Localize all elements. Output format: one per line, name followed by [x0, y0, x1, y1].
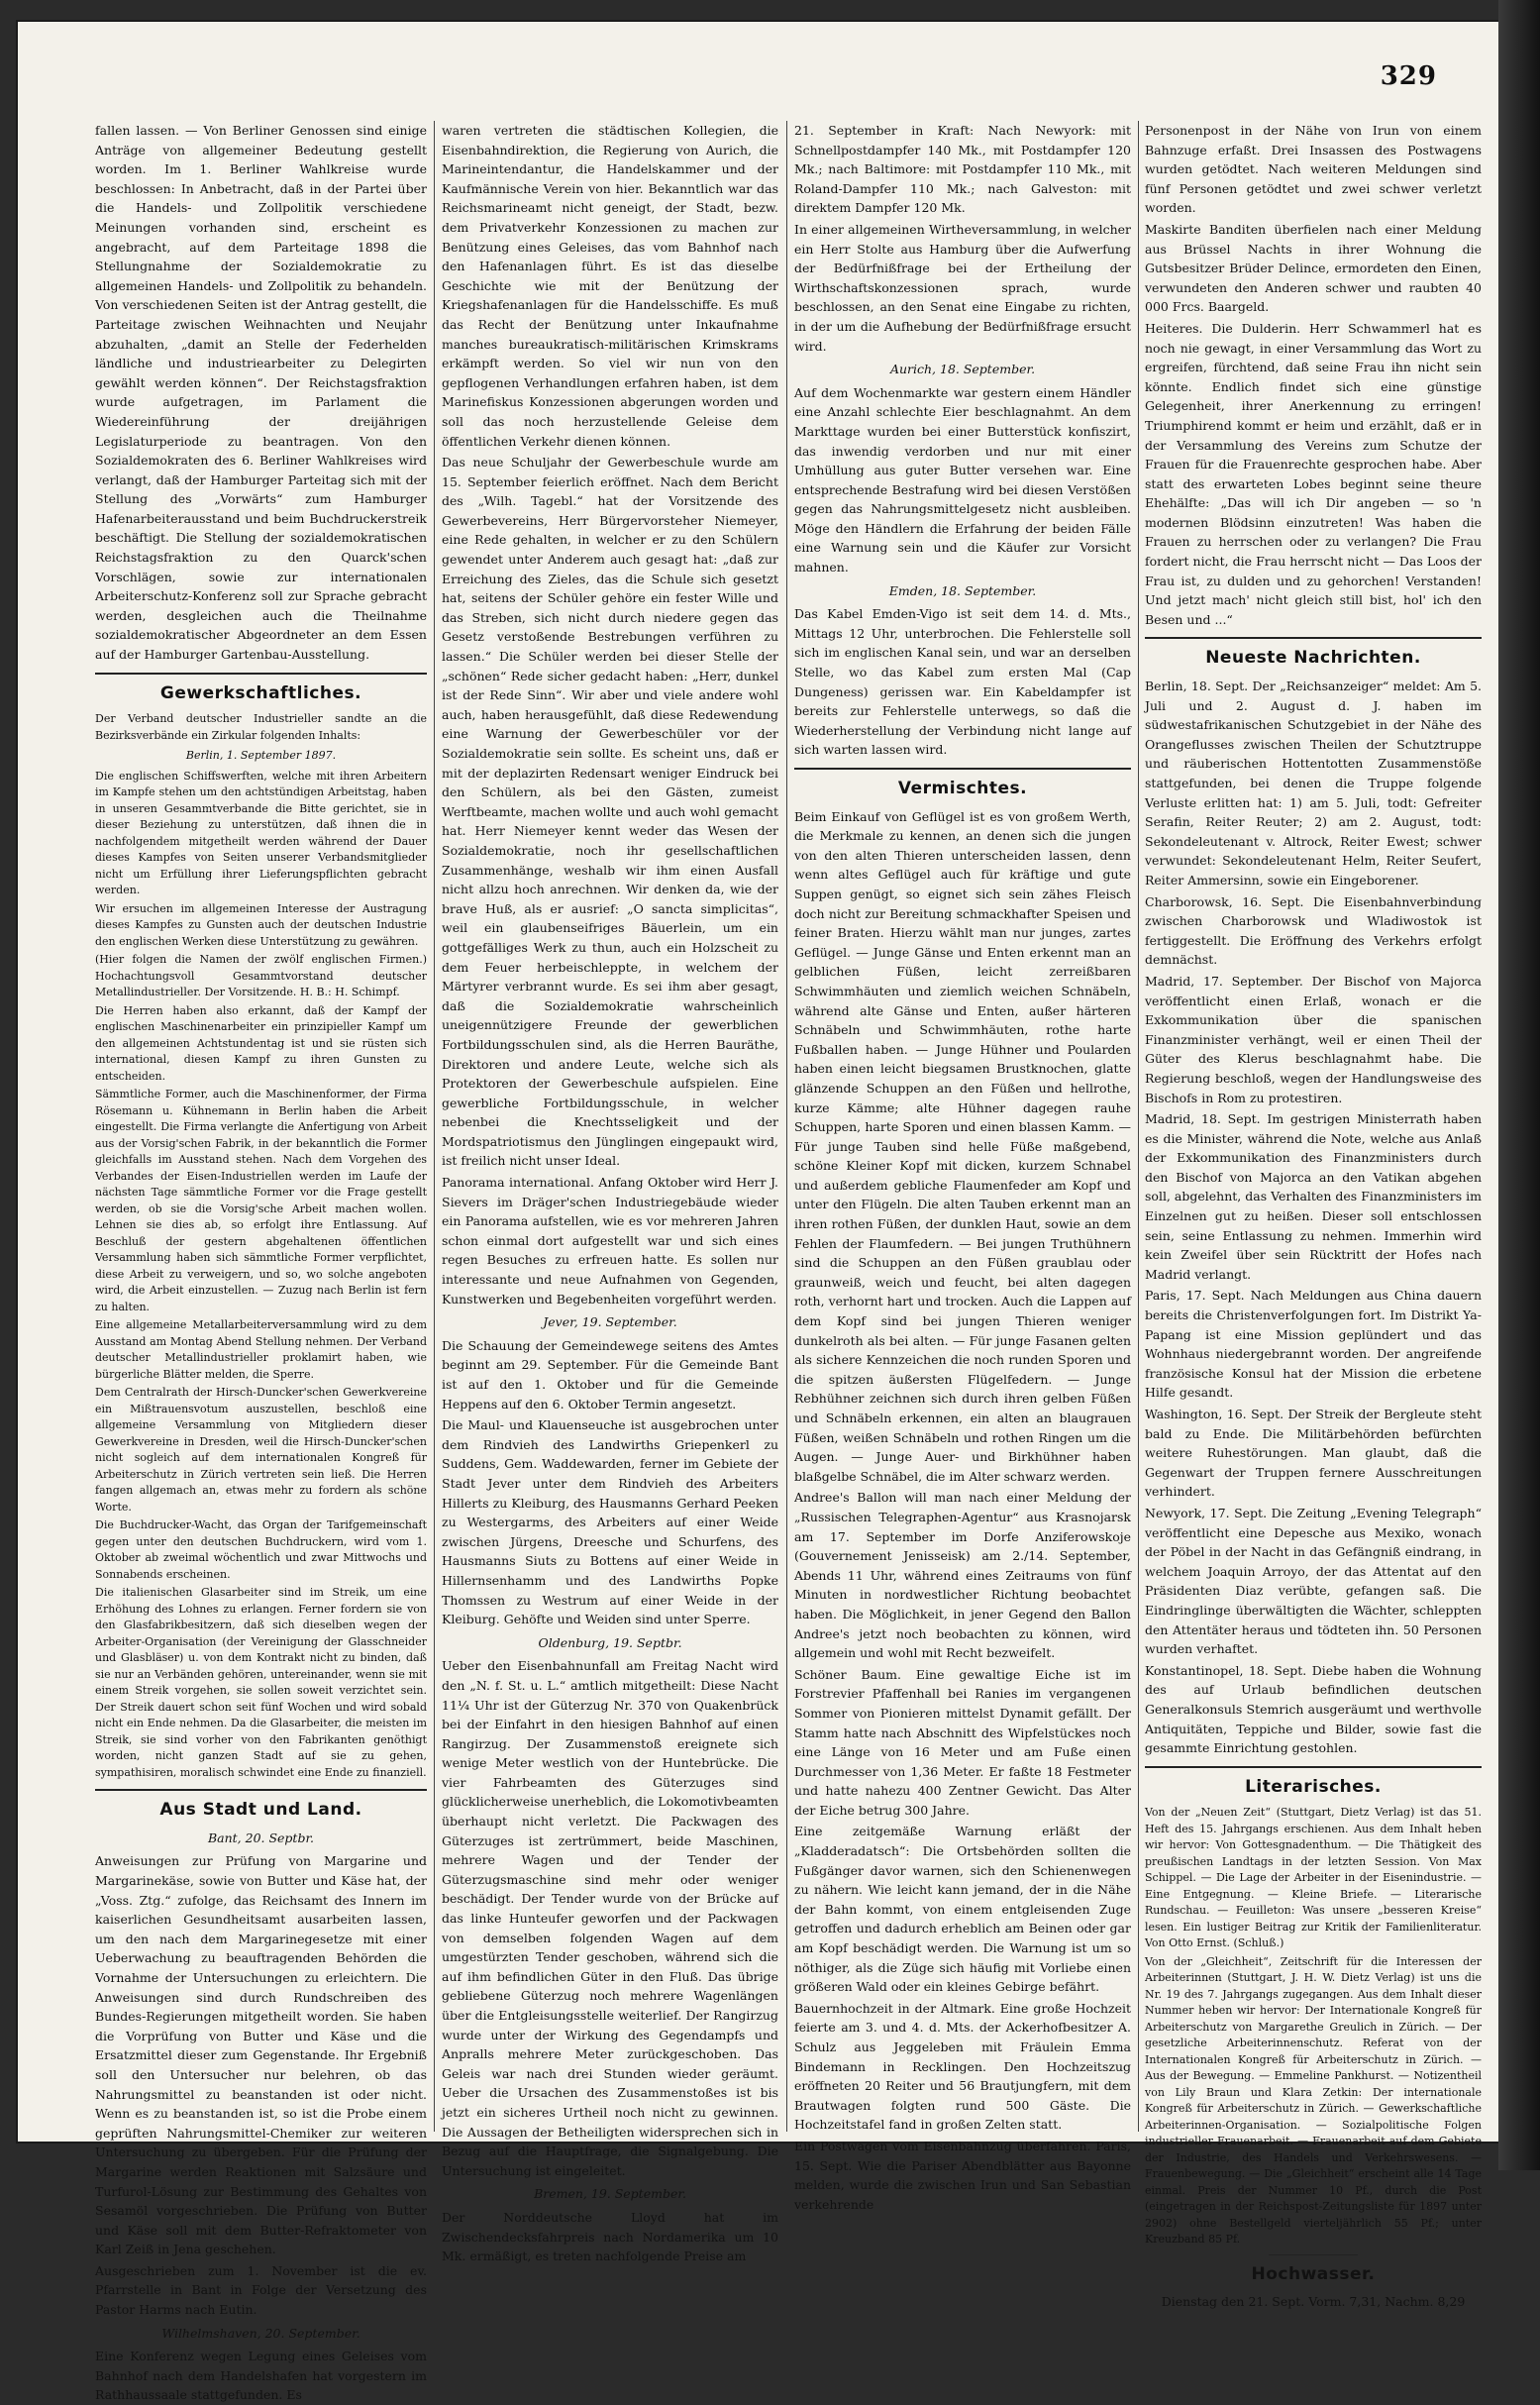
column-4	[1145, 121, 1482, 2310]
article-paragraph: Eine zeitgemäße Warnung erläßt der „Kladderadatsch“: Die Ortsbehörden sollten die Fußgänger davor warnen, sich den Schienenwegen zu nähern. Wie leicht kann jemand, der in die Nähe der Bahn kommt, von einem entgleisenden Zuge getroffen und dadurch erheblich am Beinen oder gar am Kopf beschädigt werden. Die Warnung ist um so nöthiger, als die Züge sich häufig mit Vorliebe einen größeren Wald oder ein kleines Gebirge befährt.	[794, 1824, 1131, 1995]
article-paragraph: Sämmtliche Former, auch die Maschinenformer, der Firma Rösemann u. Kühnemann in Berlin haben die Arbeit eingestellt. Die Firma verlangte die Anfertigung von Arbeit aus der Vorsig'schen Fabrik, in der bekanntlich die Former gleichfalls im Ausstand stehen. Nach dem Vorgehen des Verbandes der Eisen-Industriellen werden im Laufe der nächsten Tage sämmtliche Former vor die Frage gestellt werden, ob sie die Vorsig'sche Arbeit machen wollen. Lehnen sie dies ab, so erfolgt ihre Entlassung. Auf Beschluß der gestern abgehaltenen öffentlichen Versammlung haben sich sämmtliche Former verpflichtet, diese Arbeit zu verweigern, und so, wo solche angeboten wird, die Arbeit einzustellen. — Zuzug nach Berlin ist fern zu halten.	[95, 1088, 427, 1313]
article-paragraph: Die Buchdrucker-Wacht, das Organ der Tarifgemeinschaft gegen unter den deutschen Buchdruckern, wird vom 1. Oktober ab zweimal wöchentlich und zwar Mittwochs und Sonnabends erscheinen.	[95, 1518, 427, 1581]
article-paragraph: Wir ersuchen im allgemeinen Interesse der Austragung dieses Kampfes zu Gunsten auch der deutschen Industrie den englischen Werken diese Unterstützung zu gewähren.	[95, 901, 427, 948]
dateline: Berlin, 1. September 1897.	[185, 749, 337, 763]
section-heading-gewerkschaftliches: Gewerkschaftliches.	[159, 682, 362, 703]
article-paragraph: Anweisungen zur Prüfung von Margarine und Margarinekäse, sowie von Butter und Käse hat, der „Voss. Ztg.“ zufolge, das Reichsamt des Innern im kaiserlichen Gesundheitsamt ausarbeiten lassen, um den nach dem Margarinegesetze mit einer Ueberwachung zu beauftragenden Behörden die Vornahme der Untersuchungen zu erleichtern. Die Anweisungen sind durch Rundschreiben des Bundes-Regierungen mitgetheilt worden. Sie haben die Vorprüfung von Butter und Käse und die Ersatzmittel dieser zum Gegenstande. Ihr Ergebniß soll den Untersucher nur belehren, ob das Nahrungsmittel zu beanstanden ist oder nicht. Wenn es zu beanstanden ist, so ist die Probe einem geprüften Nahrungsmittel-Chemiker zur weiteren Untersuchung zu übergeben. Für die Prüfung der Margarine werden Reaktionen mit Salzsäure und Turfurol-Lösung zur Bestimmung des Gehaltes von Sesamöl vorgeschrieben. Die Prüfung von Butter und Käse soll mit dem Butter-Refraktometer von Karl Zeiß in Jena geschehen.	[95, 1853, 427, 2257]
column-1	[95, 121, 427, 2403]
signature-block: (Hier folgen die Namen der zwölf englischen Firmen.) Hochachtungsvoll Gesammtvorstand deutscher Metallindustrieller. Der Vorsitzende. H. B.: H. Schimpf.	[95, 953, 427, 999]
dateline: Oldenburg, 19. Septbr.	[538, 1634, 682, 1650]
news-item: Charborowsk, 16. Sept. Die Eisenbahnverbindung zwischen Charborowsk und Wladiwostok ist fertiggestellt. Die Eröffnung des Verkehrs erfolgt demnächst.	[1145, 893, 1482, 968]
page-number: 329	[1380, 61, 1437, 91]
column-rule	[786, 121, 787, 2132]
article-paragraph: Eine Konferenz wegen Legung eines Geleises vom Bahnhof nach dem Handelshafen hat vorgestern im Rathhaussaale stattgefunden. Es	[95, 2349, 427, 2403]
section-heading-neueste-nachrichten: Neueste Nachrichten.	[1205, 648, 1421, 669]
article-paragraph: Die italienischen Glasarbeiter sind im Streik, um eine Erhöhung des Lohnes zu erlangen. Ferner fordern sie von den Glasfabrikbesitzern, daß sich dieselben wegen der Arbeiter-Organisation (der Vereinigung der Glasschneider und Glasbläser) u. von dem Kontrakt nicht zu binden, daß sie nur an Verbänden gehören, untereinander, wenn sie mit einem Streik vorgehen, sie sollen soweit verzichtet sein. Der Streik dauert schon seit fünf Wochen und wird sobald nicht ein Ende nehmen. Da die Glasarbeiter, die meisten im Streik, sie sind vorher von den Fabrikanten genöthigt worden, nicht ganzen Stadt auf sie zu gehen, sympathisiren, moralisch schwindet eine Ende zu finanziell.	[95, 1586, 427, 1779]
column-rule	[434, 121, 435, 2132]
article-paragraph: Maskirte Banditen überfielen nach einer Meldung aus Brüssel Nachts in ihrer Wohnung die Gutsbesitzer Brüder Delince, ermordeten den Einen, verwundeten den Anderen schwer und raubten 40 000 Frcs. Baargeld.	[1145, 221, 1482, 315]
section-divider	[1145, 637, 1482, 639]
news-item: Konstantinopel, 18. Sept. Diebe haben die Wohnung des auf Urlaub befindlichen deutschen Generalkonsuls Stemrich ausgeräumt und werthvolle Antiquitäten, Teppiche und Bilder, sowie fast die gesammte Einrichtung gestohlen.	[1145, 1662, 1482, 1756]
article-paragraph: Von der „Gleichheit“, Zeitschrift für die Interessen der Arbeiterinnen (Stuttgart, J. H. W. Dietz Verlag) ist uns die Nr. 19 des 7. Jahrgangs zugegangen. Aus dem Inhalt dieser Nummer heben wir hervor: Der Internationale Kongreß für Arbeiterschutz von Margarethe Greulich in Zürich. — Der gesetzliche Arbeiterinnenschutz. Referat von der Internationalen Kongreß für Arbeiterschutz in Zürich. — Aus der Bewegung. — Emmeline Pankhurst. — Notizentheil von Lily Braun und Klara Zetkin: Der internationale Kongreß für Arbeiterschutz in Zürich. — Gewerkschaftliche Arbeiterinnen-Organisation. — Sozialpolitische Folgen industrieller Frauenarbeit. — Frauenarbeit auf dem Gebiete der Industrie, des Handels und Verkehrswesens. — Frauenbewegung. — Die „Gleichheit“ erscheint alle 14 Tage einmal. Preis der Nummer 10 Pf., durch die Post (eingetragen in der Reichspost-Zeitungsliste für 1897 unter 2902) ohne Bestellgeld vierteljährlich 55 Pf.; unter Kreuzband 85 Pf.	[1145, 1954, 1482, 2247]
article-paragraph: Auf dem Wochenmarkte war gestern einem Händler eine Anzahl schlechte Eier beschlagnahmt. An dem Markttage wurden bei einer Butterstück konfiszirt, das inwendig verdorben und nur mit einer Umhüllung aus guter Butter versehen war. Eine entsprechende Bestrafung wird bei diesen Verstößen gegen das Nahrungsmittelgesetz nicht ausbleiben. Möge den Händlern die Erfahrung der beiden Fälle eine Warnung sein und die Käufer zur Vorsicht mahnen.	[794, 384, 1131, 575]
news-item: Berlin, 18. Sept. Der „Reichsanzeiger“ meldet: Am 5. Juli und 2. August d. J. haben im südwestafrikanischen Schutzgebiet in der Nähe des Orangeflusses zwischen Theilen der Schutztruppe und räuberischen Hottentotten Zusammenstöße stattgefunden, bei denen die Truppe folgende Verluste erlitten hat: 1) am 5. Juli, todt: Gefreiter Serafin, Reiter Reuter; 2) am 2. August, todt: Sekondeleutenant v. Altrock, Reiter Ewest; schwer verwundet: Sekondeleutenant Helm, Reiter Seufert, Reiter Ammersinn, sowie ein Eingeborener.	[1145, 679, 1482, 888]
dateline: Emden, 18. September.	[888, 582, 1037, 598]
column-rule	[1138, 121, 1139, 2132]
article-paragraph: Von der „Neuen Zeit“ (Stuttgart, Dietz Verlag) ist das 51. Heft des 15. Jahrgangs erschienen. Aus dem Inhalt heben wir hervor: Von Gottesgnadenthum. — Die Thätigkeit des preußischen Landtags in der letzten Session. Von Max Schippel. — Die Lage der Arbeiter in der Eisenindustrie. — Eine Entgegnung. — Kleine Briefe. — Literarische Rundschau. — Feuilleton: Was unsere „besseren Kreise“ lesen. Ein lustiger Beitrag zur Kritik der Familienliteratur. Von Otto Ernst. (Schluß.)	[1145, 1806, 1482, 1950]
article-paragraph: Bauernhochzeit in der Altmark. Eine große Hochzeit feierte am 3. und 4. d. Mts. der Ackerhofbesitzer A. Schulz aus Jeggeleben mit Fräulein Emma Bindemann in Recklingen. Den Hochzeitszug eröffneten 20 Reiter und 56 Brautjungfern, mit dem Brautwagen folgten rund 500 Gäste. Die Hochzeitstafel fand in großen Zelten statt.	[794, 2000, 1131, 2133]
scan-edge	[1498, 0, 1540, 2170]
news-item: Newyork, 17. Sept. Die Zeitung „Evening Telegraph“ veröffentlicht eine Depesche aus Mexiko, wonach der Pöbel in der Nacht in das Gefängniß eindrang, in welchem Joaquin Arroyo, der das Attentat auf den Präsidenten Diaz verübte, gefangen saß. Die Eindringlinge überwältigten die Wächter, schleppten den Attentäter heraus und tödteten ihn. 50 Personen wurden verhaftet.	[1145, 1505, 1482, 1657]
article-paragraph: Die Schauung der Gemeindewege seitens des Amtes beginnt am 29. September. Für die Gemeinde Bant ist auf den 1. Oktober und für die Gemeinde Heppens auf den 6. Oktober Termin angesetzt.	[442, 1337, 778, 1412]
article-paragraph: In einer allgemeinen Wirtheversammlung, in welcher ein Herr Stolte aus Hamburg über die Aufwerfung der Bedürfnißfrage bei der Ertheilung der Wirthschaftskonzessionen sprach, wurde beschlossen, an den Senat eine Eingabe zu richten, in der um die Aufhebung der Bedürfnißfrage ersucht wird.	[794, 221, 1131, 354]
dateline: Jever, 19. September.	[543, 1314, 677, 1330]
column-3	[794, 121, 1131, 2212]
section-heading-stadt-land: Aus Stadt und Land.	[159, 1800, 362, 1821]
article-paragraph: 21. September in Kraft: Nach Newyork: mit Schnellpostdampfer 140 Mk., mit Postdampfer 120 Mk.; nach Baltimore: mit Postdampfer 110 Mk., mit Roland-Dampfer 110 Mk.; nach Galveston: mit direktem Dampfer 120 Mk.	[794, 123, 1131, 216]
article-paragraph: Ueber den Eisenbahnunfall am Freitag Nacht wird den „N. f. St. u. L.“ amtlich mitgetheilt: Diese Nacht 11¼ Uhr ist der Güterzug Nr. 370 von Quakenbrück bei der Einfahrt in den hiesigen Bahnhof auf einen Rangirzug. Der Zusammenstoß ereignete sich wenige Meter westlich von der Huntebrücke. Die vier Fahrbeamten des Güterzuges sind glücklicherweise unerheblich, die Lokomotivbeamten überhaupt nicht verletzt. Die Packwagen des Güterzuges ist zertrümmert, beide Maschinen, mehrere Wagen und der Tender der Güterzugsmaschine sind mehr oder weniger beschädigt. Der Tender wurde von der Brücke auf das linke Hunteufer geworfen und der Packwagen von demselben folgenden Wagen auf dem umgestürzten Tender geschoben, während sich die auf ihm befindlichen Güter in den Fluß. Das übrige gebliebene Güterzug noch mehrere Wagenlängen über die Entgleisungsstelle weiterlief. Der Rangirzug wurde unter der Wirkung des Gegendampfs und Anpralls mehrere Meter zurückgeschoben. Das Geleis war nach drei Stunden wieder geräumt. Ueber die Ursachen des Zusammenstoßes ist bis jetzt ein sicheres Urtheil noch nicht zu gewinnen. Die Aussagen der Betheiligten widersprechen sich in Bezug auf die Hauptfrage, die Signalgebung. Die Untersuchung ist eingeleitet.	[442, 1658, 778, 2178]
tide-times: Dienstag den 21. Sept. Vorm. 7,31, Nachm. 8,29	[1161, 2294, 1466, 2310]
section-heading-literarisches: Literarisches.	[1245, 1776, 1382, 1797]
section-divider	[95, 1789, 427, 1791]
article-paragraph: Panorama international. Anfang Oktober wird Herr J. Sievers im Dräger'schen Industriegebäude wieder ein Panorama aufstellen, wie es vor mehreren Jahren schon einmal dort aufgestellt war und sich eines regen Besuches zu erfreuen hatte. Es sollen nur interessante und neue Aufnahmen von Gegenden, Kunstwerken und Begebenheiten vorgeführt werden.	[442, 1175, 778, 1307]
news-item: Paris, 17. Sept. Nach Meldungen aus China dauern bereits die Christenverfolgungen fort. Im Distrikt Ya-Papang ist eine Mission geplündert und das Wohnhaus niedergebrannt worden. Der angreifende französische Konsul hat der Mission die erbetene Hilfe gesandt.	[1145, 1288, 1482, 1401]
dateline: Wilhelmshaven, 20. September.	[161, 2325, 360, 2341]
article-paragraph: Der Norddeutsche Lloyd hat im Zwischendecksfahrpreis nach Nordamerika um 10 Mk. ermäßigt, es treten nachfolgende Preise am	[442, 2209, 778, 2264]
article-paragraph: Die Maul- und Klauenseuche ist ausgebrochen unter dem Rindvieh des Landwirths Griepenkerl zu Suddens, Gem. Waddewarden, ferner im Gebiete der Stadt Jever unter dem Rindvieh des Arbeiters Hillerts zu Kleiburg, des Hausmanns Gerhard Peeken zu Westergarms, des Arbeiters auf einer Weide zwischen Jürgens, Dreesche und Schurfens, des Hausmanns Siuts zu Bottens auf einer Weide in Hillernsenhamm und des Landwirths Popke Thomssen zu Westrum auf einer Weide in der Kleiburg. Gehöfte und Weiden sind unter Sperre.	[442, 1417, 778, 1627]
section-heading-vermischtes: Vermischtes.	[897, 779, 1028, 798]
article-paragraph: Eine allgemeine Metallarbeiterversammlung wird zu dem Ausstand am Montag Abend Stellung nehmen. Der Verband deutscher Metallindustrieller proklamirt haben, wie bürgerliche Blätter melden, die Sperre.	[95, 1318, 427, 1381]
article-paragraph: waren vertreten die städtischen Kollegien, die Eisenbahndirektion, die Regierung von Aurich, die Marineintendantur, die Handelskammer und der Kaufmännische Verein von hier. Bekanntlich war das Reichsmarineamt nicht geneigt, der Stadt, bezw. dem Privatverkehr Konzessionen zu machen zur Benützung eines Geleises, das vom Bahnhof nach den Hafenanlagen führt. Es ist das dieselbe Geschichte wie mit der Benützung der Kriegshafenanlagen für die Handelsschiffe. Es muß das Recht der Benützung unter Inkaufnahme manches bureaukratisch-militärischen Krimskrams erkämpft werden. So viel wir nun von den gepflogenen Verhandlungen erfahren haben, ist dem Marinefiskus Konzessionen abgerungen worden und soll das noch herzustellende Geleise dem öffentlichen Verkehr dienen können.	[442, 123, 778, 449]
article-paragraph: Heiteres. Die Dulderin. Herr Schwammerl hat es noch nie gewagt, in einer Versammlung das Wort zu ergreifen, fürchtend, daß seine Frau ihn nicht sein könnte. Endlich findet sich eine günstige Gelegenheit, ihrer Anerkennung zu erringen! Triumphirend kommt er heim und erzählt, daß er in der Versammlung des Vereins zum Schutze der Frauen für die Frauenrechte gesprochen habe. Aber statt des erwarteten Lobes beginnt seine theure Ehehälfte: „Das will ich Dir angeben — so 'n modernen Blödsinn einzutreten! Was haben die Frauen zu herrschen oder zu verlangen? Die Frau fordert nicht, die Frau herrscht nicht — Das Loos der Frau ist, zu dulden und zu gehorchen! Verstanden! Und jetzt mach' nicht gleich still bist, hol' ich den Besen und ...“	[1145, 320, 1482, 627]
section-divider	[794, 768, 1131, 770]
article-paragraph: Ein Postwagen vom Eisenbahnzug überfahren. Paris, 15. Sept. Wie die Pariser Abendblätter aus Bayonne melden, wurde die zwischen Irun und San Sebastian verkehrende	[794, 2138, 1131, 2212]
article-paragraph: Ausgeschrieben zum 1. November ist die ev. Pfarrstelle in Bant in Folge der Versetzung des Pastor Harms nach Eutin.	[95, 2262, 427, 2318]
article-paragraph: Dem Centralrath der Hirsch-Duncker'schen Gewerkvereine ein Mißtrauensvotum auszustellen, beschloß eine allgemeine Versammlung von Mitgliedern dieser Gewerkvereine in Dresden, weil die Hirsch-Duncker'schen nicht sogleich auf dem internationalen Kongreß für Arbeiterschutz in Zürich vertreten sein ließ. Die Herren fangen allgemach an, etwas mehr zu fordern als schöne Worte.	[95, 1386, 427, 1514]
article-paragraph: fallen lassen. — Von Berliner Genossen sind einige Anträge von allgemeiner Bedeutung gestellt worden. Im 1. Berliner Wahlkreise wurde beschlossen: In Anbetracht, daß in der Partei über die Handels- und Zollpolitik verschiedene Meinungen vorhanden sind, erscheint es angebracht, auf dem Parteitage 1898 die Stellungnahme der Sozialdemokratie zu allgemeinen Handels- und Zollpolitik zu behandeln. Von verschiedenen Seiten ist der Antrag gestellt, die Parteitage zwischen Weihnachten und Neujahr abzuhalten, „damit an Stelle der Federhelden ländliche und industriearbeiter zu Delegirten gewählt werden können“. Der Reichstagsfraktion wurde aufgetragen, im Parlament die Wiedereinführung der dreijährigen Legislaturperiode zu beantragen. Von den Sozialdemokraten des 6. Berliner Wahlkreises wird verlangt, daß der Hamburger Parteitag sich mit der Stellung des „Vorwärts“ zum Hamburger Hafenarbeiterausstand und beim Buchdruckerstreik beschäftigt. Die Stellung der sozialdemokratischen Reichstagsfraktion zu den Quarck'schen Vorschlägen, sowie zur internationalen Arbeiterschutz-Konferenz soll zur Sprache gebracht werden, desgleichen auch die Theilnahme sozialdemokratischer Abgeordneter an dem Essen auf der Hamburger Gartenbau-Ausstellung.	[95, 123, 427, 663]
section-divider	[1145, 1766, 1482, 1768]
column-2	[442, 121, 778, 2264]
news-item: Madrid, 18. Sept. Im gestrigen Ministerrath haben es die Minister, während die Note, welche aus Anlaß der Exkommunikation des Finanzministers durch den Bischof von Majorca an den Vatikan abgehen soll, abgelehnt, das Verhalten des Finanzministers im Einzelnen gut zu heißen. Dieser soll entschlossen sein, seine Entlassung zu nehmen. Immerhin wird kein Zweifel über sein Rücktritt der Hofes nach Madrid verlangt.	[1145, 1111, 1482, 1282]
article-paragraph: Personenpost in der Nähe von Irun von einem Bahnzuge erfaßt. Drei Insassen des Postwagens wurden getödtet. Nach weiteren Meldungen sind fünf Personen getödtet und zwei schwer verletzt worden.	[1145, 123, 1482, 216]
section-divider	[1269, 2254, 1358, 2255]
news-item: Madrid, 17. September. Der Bischof von Majorca veröffentlicht einen Erlaß, wonach er die Exkommunikation über die spanischen Finanzminister verhängt, weil er einen Theil der Güter des Klerus beschlagnahmt habe. Die Regierung beschloß, wegen der Handlungsweise des Bischofs in Rom zu protestiren.	[1145, 973, 1482, 1105]
section-divider	[95, 673, 427, 675]
news-item: Washington, 16. Sept. Der Streik der Bergleute steht bald zu Ende. Die Militärbehörden befürchten weitere Ruhestörungen. Man glaubt, daß die Gegenwart der Truppen fernere Ausschreitungen verhindert.	[1145, 1407, 1482, 1500]
section-heading-hochwasser: Hochwasser.	[1251, 2263, 1376, 2284]
article-paragraph: Andree's Ballon will man nach einer Meldung der „Russischen Telegraphen-Agentur“ aus Krasnojarsk am 17. September im Dorfe Anziferowskoje (Gouvernement Jenisseisk) am 2./14. September, Abends 11 Uhr, während eines Zeitraums von fünf Minuten in nordwestlicher Richtung beobachtet haben. Die Möglichkeit, in jener Gegend den Ballon Andree's jetzt noch beobachten zu können, wird allgemein und wohl mit Recht bezweifelt.	[794, 1490, 1131, 1661]
article-paragraph: Das neue Schuljahr der Gewerbeschule wurde am 15. September feierlich eröffnet. Nach dem Bericht des „Wilh. Tagebl.“ hat der Vorsitzende des Gewerbevereins, Herr Bürgervorsteher Niemeyer, eine Rede gehalten, in welcher er zu den Schülern gewendet unter Anderem auch gesagt hat: „daß zur Erreichung des Zieles, das die Schule sich gesetzt hat, seitens der Schüler gehöre ein fester Wille und das Streben, sich nicht durch niedere gegen das Gesetz verstoßende Bestrebungen verführen zu lassen.“ Die Schüler werden bei dieser Stelle der „schönen“ Rede sicher gedacht haben: „Herr, dunkel ist der Rede Sinn“. Wir aber und viele andere wohl auch, haben herausgefühlt, daß diese Redewendung eine Warnung der Gewerbeschüler vor der Sozialdemokratie sein sollte. Es scheint uns, daß er mit der deplazirten Redensart weniger Eindruck bei den Schülern, als bei den Gästen, zumeist Werftbeamte, machen wollte und auch wohl gemacht hat. Herr Niemeyer kennt weder das Wesen der Sozialdemokratie, noch ihr gesellschaftlichen Zusammenhänge, weshalb wir ihm einen Ausfall nicht allzu hoch anrechnen. Wir denken da, wie der brave Huß, als er ausrief: „O sancta simplicitas“, weil ein glaubenseifriges Bäuerlein, um ein gottgefälliges Werk zu thun, auch ein Holzscheit zu dem Feuer herbeischleppte, in welchem der Märtyrer verbrannt wurde. Es sei ihm aber gesagt, daß die Sozialdemokratie wahrscheinlich uneigennützigere Freunde der gewerblichen Fortbildungsschulen sind, als die Herren Bauräthe, Direktoren und andere Leute, welche sich als Protektoren der Gewerbeschule aufspielen. Eine gewerbliche Fortbildungsschule, in welcher nebenbei die Knechtsseligkeit und der Mordspatriotismus den Jünglingen eingepaukt wird, ist freilich nicht unser Ideal.	[442, 455, 778, 1169]
newspaper-page	[18, 22, 1498, 2403]
article-paragraph: Der Verband deutscher Industrieller sandte an die Bezirksverbände ein Zirkular folgenden Inhalts:	[95, 712, 427, 742]
dateline: Bant, 20. Septbr.	[207, 1830, 315, 1845]
article-paragraph: Das Kabel Emden-Vigo ist seit dem 14. d. Mts., Mittags 12 Uhr, unterbrochen. Die Fehlerstelle soll sich im englischen Kanal sein, und war an derselben Stelle, wo das Kabel zum ersten Mal (Cap Dungeness) gerissen war. Ein Kabeldampfer ist bereits zur Fehlerstelle unterwegs, so daß die Wiederherstellung der Verbindung nicht lange auf sich warten lassen wird.	[794, 606, 1131, 758]
article-paragraph: Die englischen Schiffswerften, welche mit ihren Arbeitern im Kampfe stehen um den achtstündigen Arbeitstag, haben in unseren Gesammtverbande die Bitte gerichtet, sie in dieser Beziehung zu unterstützen, daß ihnen die in nachfolgendem mitgetheilt werden während der Dauer dieses Kampfes von Seiten unserer Verbandsmitglieder nicht um Erfüllung ihrer Lieferungspflichten gebracht werden.	[95, 769, 427, 897]
article-paragraph: Schöner Baum. Eine gewaltige Eiche ist im Forstrevier Pfaffenhall bei Ranies im vergangenen Sommer von Pionieren mittelst Dynamit gefällt. Der Stamm hatte nach Abschnitt des Wipfelstückes noch eine Länge von 16 Meter und am Fuße einen Durchmesser von 1,36 Meter. Er faßte 18 Festmeter und hatte nahezu 400 Zentner Gewicht. Das Alter der Eiche betrug 300 Jahre.	[794, 1666, 1131, 1818]
dateline: Aurich, 18. September.	[889, 362, 1036, 377]
dateline: Bremen, 19. September.	[534, 2186, 686, 2202]
article-paragraph: Die Herren haben also erkannt, daß der Kampf der englischen Maschinenarbeiter ein prinzipieller Kampf um den allgemeinen Achtstundentag ist und sie rüsten sich international, diesen Kampf zu ihren Gunsten zu entscheiden.	[95, 1003, 427, 1083]
article-paragraph: Beim Einkauf von Geflügel ist es von großem Werth, die Merkmale zu kennen, an denen sich die jungen von den alten Thieren unterscheiden lassen, denn wenn altes Geflügel auch für kräftige und gute Suppen genügt, so eignet sich sein zähes Fleisch doch nicht zur Bereitung schmackhafter Speisen und feiner Braten. Hierzu wählt man nur junges, zartes Geflügel. — Junge Gänse und Enten erkennt man an gelblichen Füßen, leicht zerreißbaren Schwimmhäuten und ziemlich weichen Schnäbeln, während alte Gänse und Enten, außer härteren Schnäbeln und Schwimmhäuten, rothe harte Fußballen haben. — Junge Hühner und Poularden haben einen leicht biegsamen Brustknochen, glatte glänzende Schuppen an den Füßen und hellrothe, kurze Kämme; alte Hühner dagegen rauhe Schuppen, harte Sporen und einen blassen Kamm. — Für junge Tauben sind helle Füße maßgebend, schöne Kleiner Kopf mit dicken, kurzem Schnabel und außerdem gebliche Flaumenfeder am Kopf und unter den Flügeln. Die alten Tauben erkennt man an ihren rothen Füßen, der dunklen Haut, sowie an dem Fehlen der Flaumfedern. — Bei jungen Truthühnern sind die Schuppen an den Füßen graublau oder graunweiß, weich und feucht, bei alten dagegen roth, verhornt hart und trocken. Auch die Lappen auf dem Kopf sind bei jungen Thieren weniger dunkelroth als bei alten. — Für junge Fasanen gelten als sichere Kennzeichen die noch runden Sporen und die spitzen äußersten Flügelfedern. — Junge Rebhühner zeichnen sich durch ihren gelben Füßen und Schnäbeln erkennen, ein alten an blaugrauen Füßen, weißen Schnäbeln und rothen Ringen um die Augen. — Junge Auer- und Birkhühner haben blaßgelbe Schnäbel, die im Alter schwarz werden.	[794, 808, 1131, 1484]
